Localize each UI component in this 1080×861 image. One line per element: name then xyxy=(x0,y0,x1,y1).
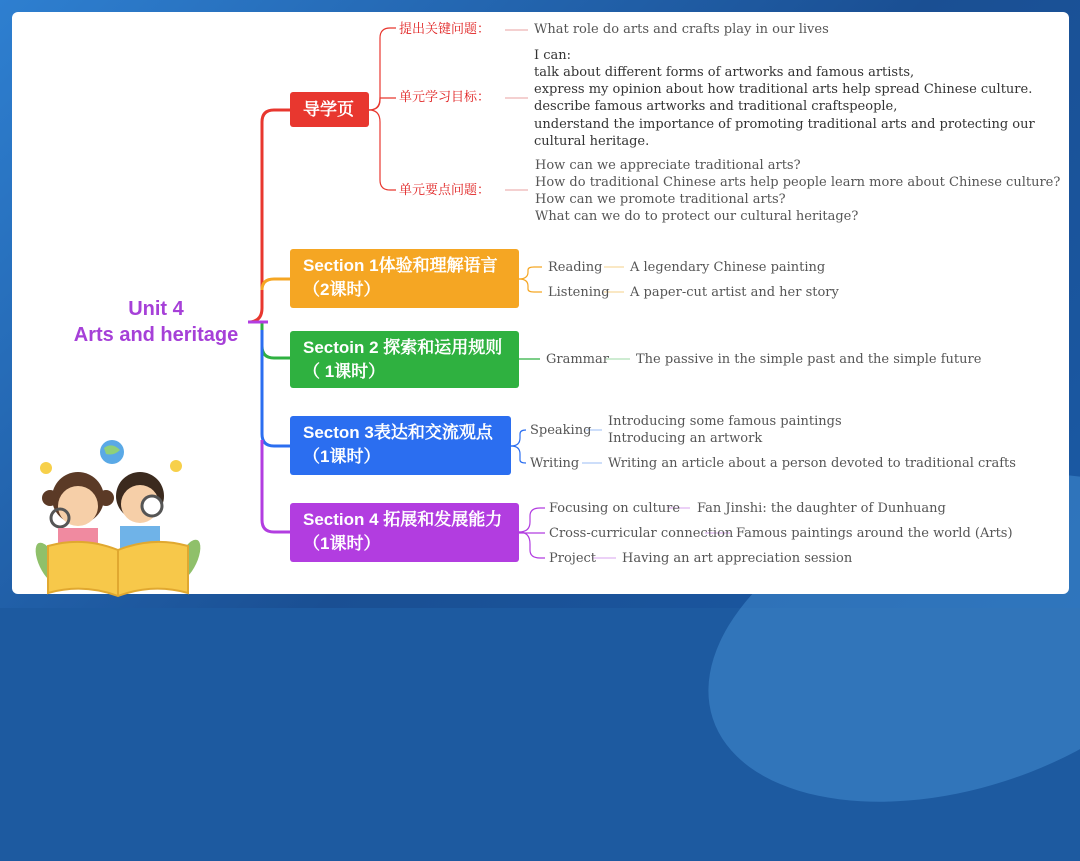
objective-line: express my opinion about how traditional arts help spread Chinese culture. xyxy=(534,82,1033,97)
s4-skill-project: Project xyxy=(549,551,597,566)
objective-line: talk about different forms of artworks and famous artists, xyxy=(534,65,915,80)
s1-skill-reading: Reading xyxy=(548,260,603,275)
objective-line: describe famous artworks and traditional craftspeople, xyxy=(534,99,898,114)
node-section-2-hours: （ 1课时） xyxy=(303,362,386,381)
node-section-4-title: Section 4 拓展和发展能力 xyxy=(303,510,503,529)
node-section-4 xyxy=(290,503,519,562)
node-guide: 导学页 xyxy=(290,92,369,127)
node-section-1-hours: （2课时） xyxy=(303,280,381,299)
root-line-2: Arts and heritage xyxy=(73,324,239,346)
guide-label-objectives: 单元学习目标： xyxy=(399,90,491,105)
guide-key-question-text: What role do arts and crafts play in our lives xyxy=(534,22,829,37)
s2-skill-grammar: Grammar xyxy=(546,352,609,367)
key-point-line: How do traditional Chinese arts help people learn more about Chinese culture? xyxy=(535,175,1061,190)
s4-topic-project: Having an art appreciation session xyxy=(622,551,853,566)
s1-topic-reading: A legendary Chinese painting xyxy=(630,260,826,275)
objective-line: I can: xyxy=(534,48,572,63)
s3-skill-speaking: Speaking xyxy=(530,423,592,438)
root-node xyxy=(60,296,252,348)
node-section-4-hours: （1课时） xyxy=(303,534,381,553)
s1-skill-listening: Listening xyxy=(548,285,610,300)
s4-skill-culture: Focusing on culture xyxy=(549,501,681,516)
s3-topic-writing: Writing an article about a person devoted to traditional crafts xyxy=(608,456,1016,471)
s4-topic-cross-curricular: Famous paintings around the world (Arts) xyxy=(736,526,1013,541)
node-section-3-title: Secton 3表达和交流观点 xyxy=(303,423,493,442)
node-section-1 xyxy=(290,249,519,308)
kids-reading-illustration xyxy=(28,438,208,603)
s4-topic-culture: Fan Jinshi: the daughter of Dunhuang xyxy=(697,501,946,516)
s3-topic-speaking-2: Introducing an artwork xyxy=(608,431,763,446)
key-point-line: How can we promote traditional arts? xyxy=(535,192,786,207)
s1-topic-listening: A paper-cut artist and her story xyxy=(630,285,839,300)
node-section-2 xyxy=(290,331,519,388)
node-section-2-title: Sectoin 2 探索和运用规则 xyxy=(303,338,503,357)
s3-topic-speaking-1: Introducing some famous paintings xyxy=(608,414,842,429)
s2-topic-grammar: The passive in the simple past and the simple future xyxy=(636,352,982,367)
s3-skill-writing: Writing xyxy=(530,456,580,471)
node-section-1-title: Section 1体验和理解语言 xyxy=(303,256,498,275)
objective-line: cultural heritage. xyxy=(534,134,650,149)
objective-line: understand the importance of promoting traditional arts and protecting our xyxy=(534,117,1035,132)
key-point-line: What can we do to protect our cultural heritage? xyxy=(535,209,859,224)
key-point-line: How can we appreciate traditional arts? xyxy=(535,158,801,173)
root-line-1: Unit 4 xyxy=(128,298,184,320)
guide-label-key-question: 提出关键问题： xyxy=(399,22,491,37)
s4-skill-cross-curricular: Cross-curricular connection xyxy=(549,526,734,541)
node-section-3-hours: （1课时） xyxy=(303,447,381,466)
node-section-3 xyxy=(290,416,511,475)
guide-label-key-points: 单元要点问题： xyxy=(399,183,491,198)
